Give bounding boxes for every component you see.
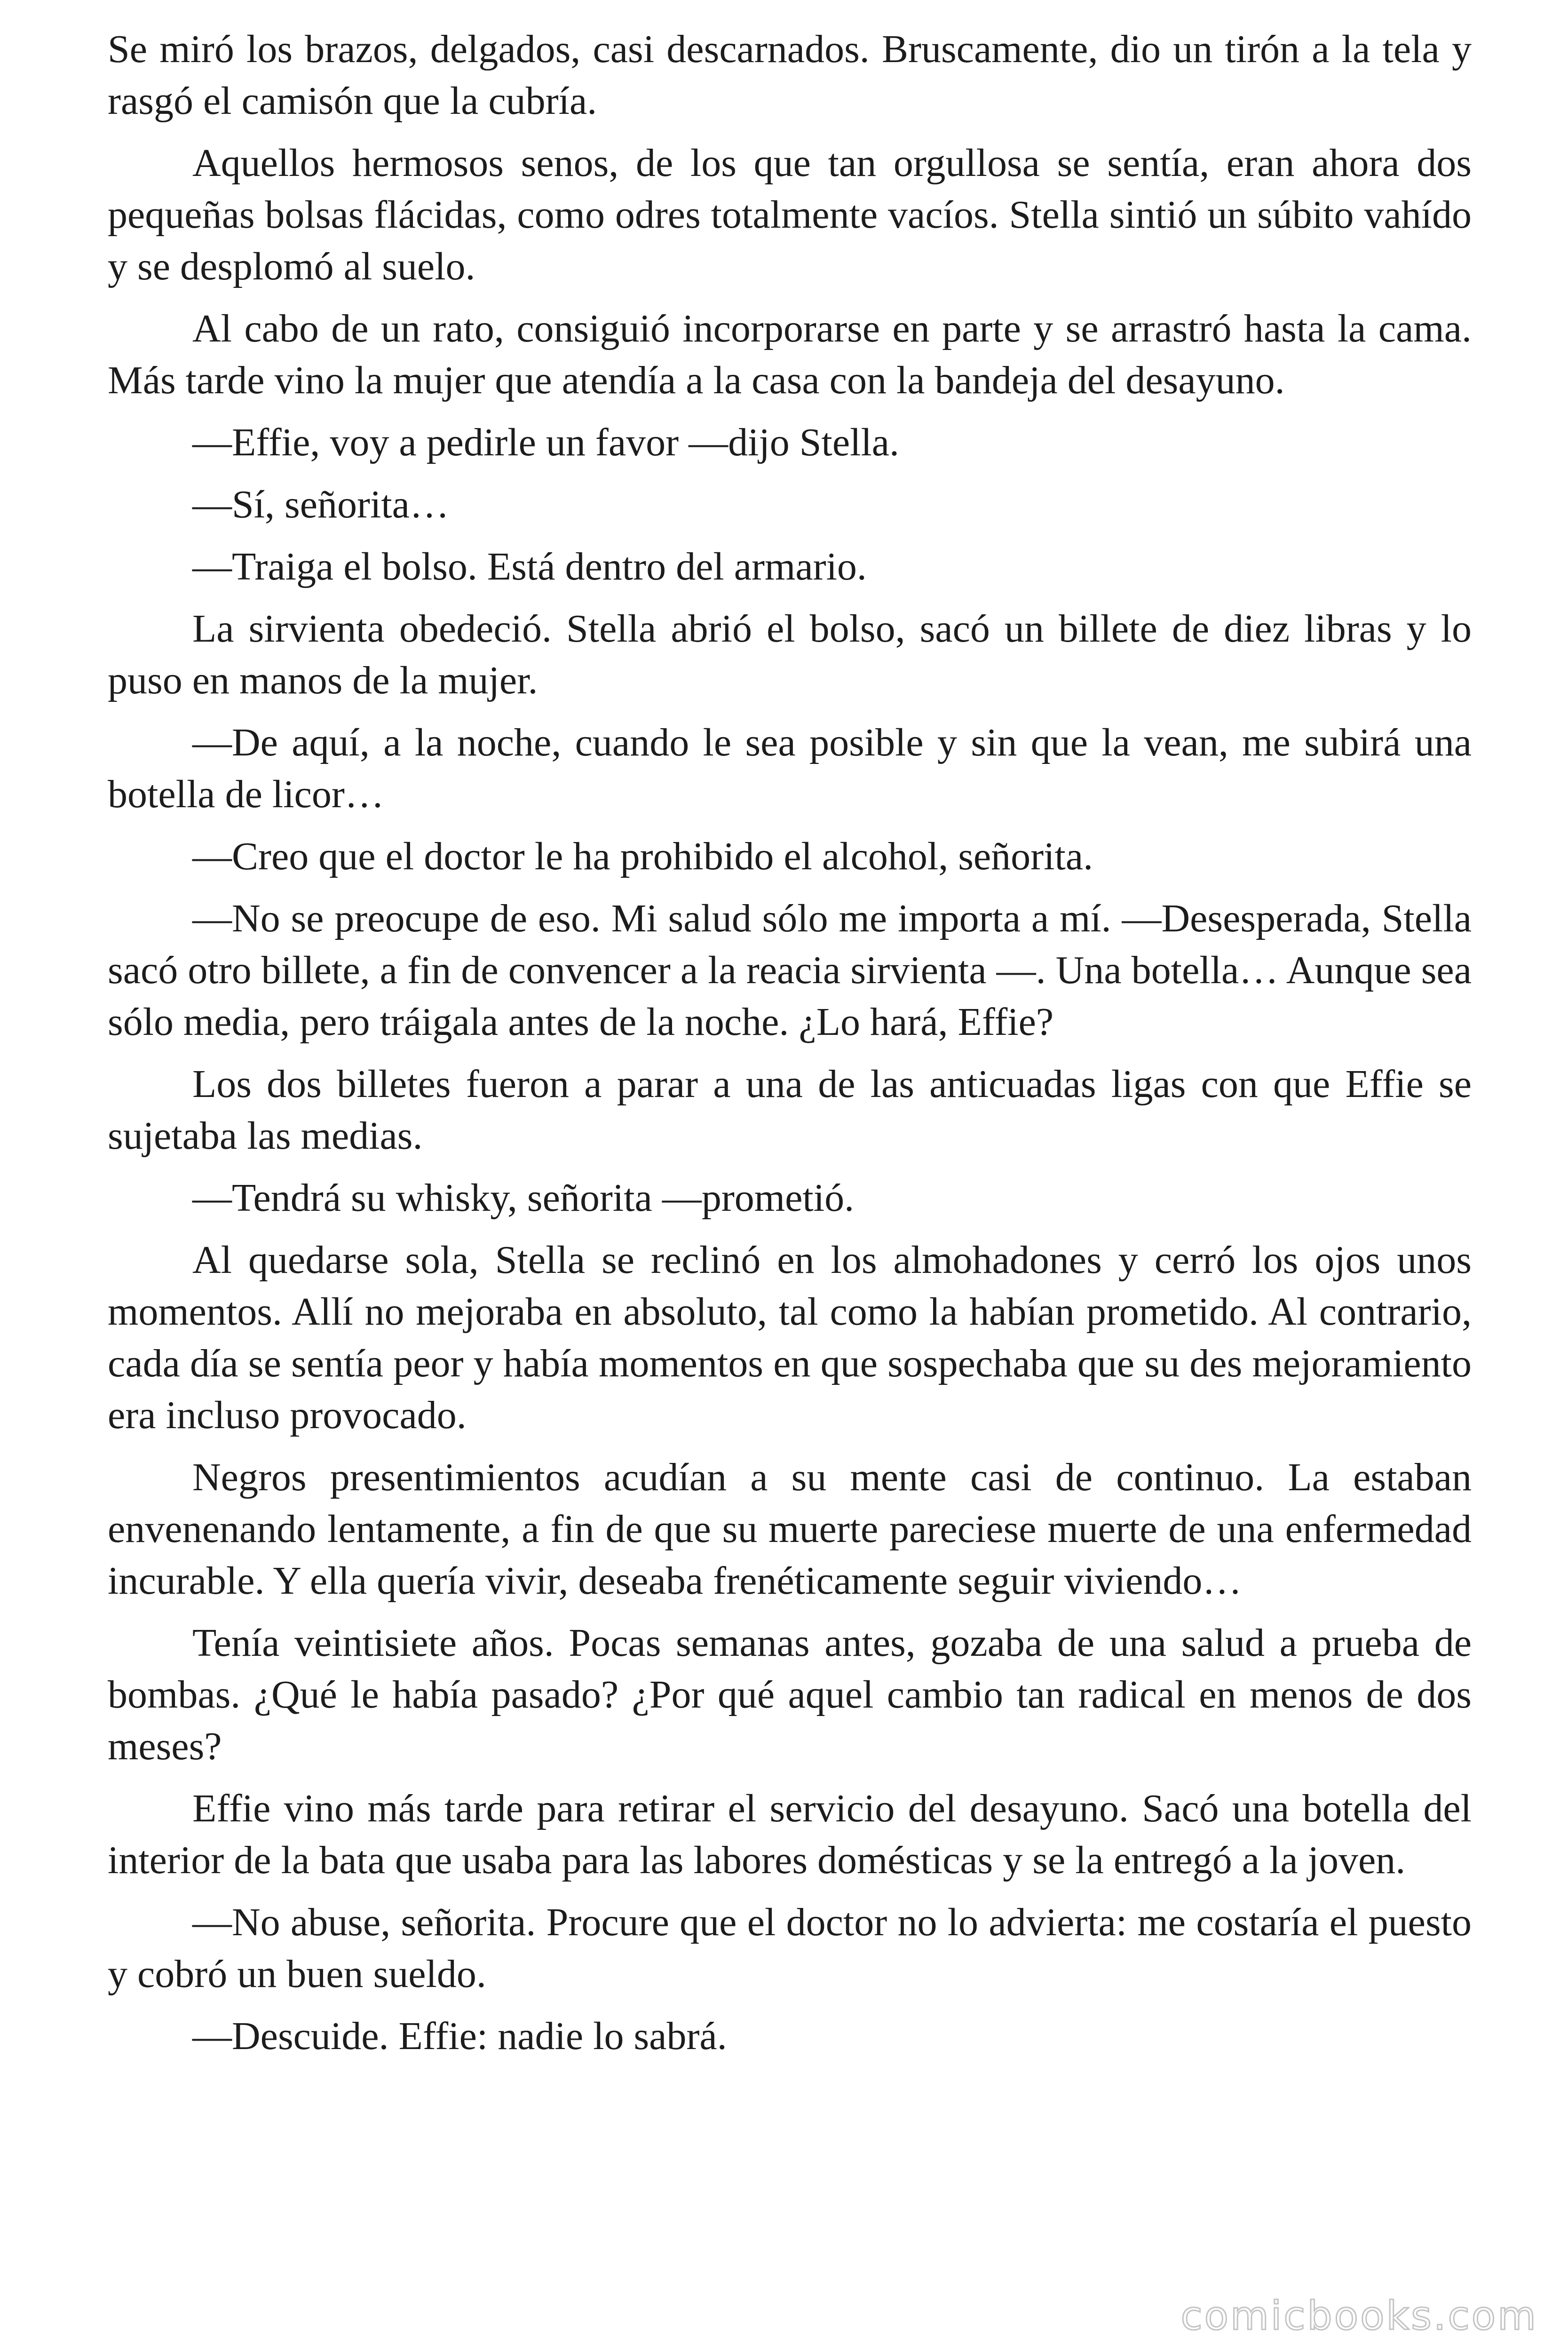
paragraph-9: —Creo que el doctor le ha prohibido el alcohol, señorita. xyxy=(192,834,1093,878)
paragraph-5: —Sí, señorita… xyxy=(192,483,449,526)
paragraph-18: —Descuide. Effie: nadie lo sabrá. xyxy=(192,2014,727,2058)
paragraph-16: Effie vino más tarde para retirar el servicio del desayuno. Sacó una botella del interior de la bata que usaba para las labores domésticas y se la entregó a la joven. xyxy=(108,1787,1472,1882)
watermark: comicbooks.com xyxy=(1180,2293,1538,2339)
paragraph-13: Al quedarse sola, Stella se reclinó en los almohadones y cerró los ojos unos momentos. Allí no mejoraba en absoluto, tal como la habían prometido. Al contrario, cada día se sentía peor y había momentos en que sospechaba que su des mejoramiento era incluso provocado. xyxy=(108,1238,1472,1437)
paragraph-4: —Effie, voy a pedirle un favor —dijo Stella. xyxy=(192,421,900,464)
paragraph-11: Los dos billetes fueron a parar a una de las anticuadas ligas con que Effie se sujetaba las medias. xyxy=(108,1062,1472,1158)
paragraph-17: —No abuse, señorita. Procure que el doctor no lo advierta: me costaría el puesto y cobró un buen sueldo. xyxy=(108,1900,1472,1996)
paragraph-8: —De aquí, a la noche, cuando le sea posible y sin que la vean, me subirá una botella de licor… xyxy=(108,721,1472,816)
paragraph-3: Al cabo de un rato, consiguió incorporarse en parte y se arrastró hasta la cama. Más tarde vino la mujer que atendía a la casa con la bandeja del desayuno. xyxy=(108,307,1472,402)
paragraph-14: Negros presentimientos acudían a su mente casi de continuo. La estaban envenenando lentamente, a fin de que su muerte pareciese muerte de una enfermedad incurable. Y ella quería vivir, deseaba frenéticamente seguir viviendo… xyxy=(108,1455,1472,1603)
paragraph-12: —Tendrá su whisky, señorita —prometió. xyxy=(192,1176,855,1220)
paragraph-10: —No se preocupe de eso. Mi salud sólo me importa a mí. —Desesperada, Stella sacó otro billete, a fin de convencer a la reacia sirvienta —. Una botella… Aunque sea sólo media, pero tráigala antes de la noche. ¿Lo hará, Effie? xyxy=(108,897,1472,1044)
page-body xyxy=(108,24,1472,2073)
paragraph-6: —Traiga el bolso. Está dentro del armario. xyxy=(192,545,867,588)
paragraph-7: La sirvienta obedeció. Stella abrió el bolso, sacó un billete de diez libras y lo puso en manos de la mujer. xyxy=(108,607,1472,702)
paragraph-2: Aquellos hermosos senos, de los que tan orgullosa se sentía, eran ahora dos pequeñas bolsas flácidas, como odres totalmente vacíos. Stella sintió un súbito vahído y se desplomó al suelo. xyxy=(108,141,1472,288)
paragraph-15: Tenía veintisiete años. Pocas semanas antes, gozaba de una salud a prueba de bombas. ¿Qué le había pasado? ¿Por qué aquel cambio tan radical en menos de dos meses? xyxy=(108,1621,1472,1768)
paragraph-1: Se miró los brazos, delgados, casi descarnados. Bruscamente, dio un tirón a la tela y rasgó el camisón que la cubría. xyxy=(108,27,1472,123)
